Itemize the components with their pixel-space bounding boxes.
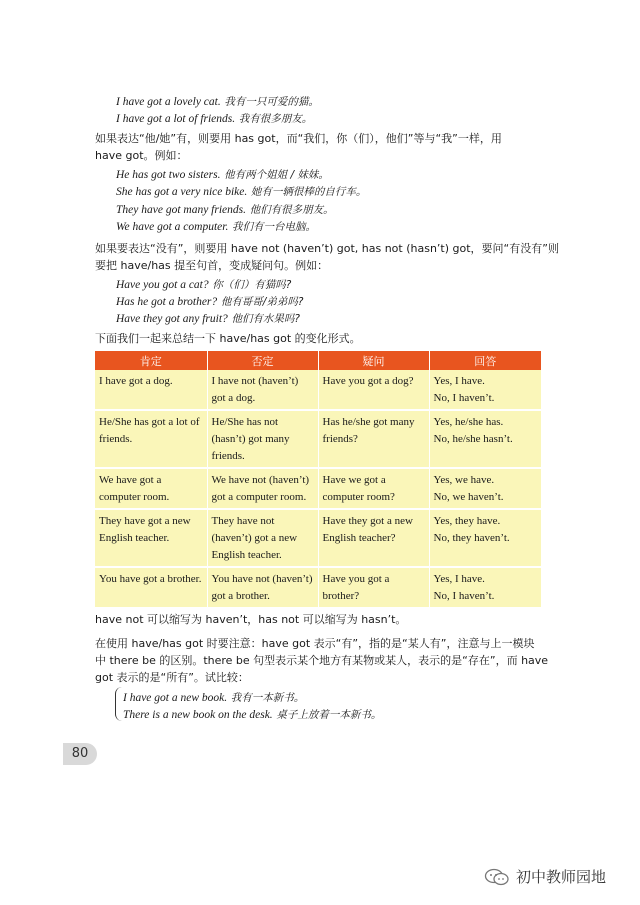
- example-2: I have got a lot of friends. 我有很多朋友。: [116, 113, 313, 125]
- watermark-text: 初中教师园地: [516, 868, 607, 886]
- cell-question: Has he/she got many friends?: [318, 410, 429, 468]
- cell-negative: We have not (haven’t) got a computer room.: [207, 468, 318, 509]
- cell-affirmative: You have got a brother.: [95, 567, 207, 608]
- example-1: I have got a lovely cat. 我有一只可爱的猫。: [116, 96, 319, 108]
- header-answer: 回答: [429, 351, 541, 370]
- paragraph-usage: 在使用 have/has got 时要注意：have got 表示“有”，指的是“某人有”，注意与上一模块: [95, 637, 535, 650]
- have-got-table: [95, 351, 541, 609]
- table-row: [95, 567, 541, 608]
- example-9: Have they got any fruit? 他们有水果吗?: [116, 313, 301, 325]
- cell-answer: Yes, they have. No, they haven’t.: [429, 509, 541, 567]
- paragraph-negative: 如果要表达“没有”，则要用 have not (haven’t) got, has not (hasn’t) got，要问“有没有”则: [95, 242, 559, 255]
- watermark: [484, 866, 606, 887]
- comparison-brace: [115, 687, 122, 721]
- table-row: [95, 410, 541, 468]
- paragraph-has-got-cont: have got。例如：: [95, 149, 188, 162]
- header-affirmative: 肯定: [95, 351, 207, 370]
- chat-bubbles-icon: [484, 868, 510, 886]
- table-header-row: [95, 351, 541, 370]
- cell-answer: Yes, I have. No, I haven’t.: [429, 370, 541, 410]
- cell-question: Have you got a brother?: [318, 567, 429, 608]
- cell-answer: Yes, he/she has. No, he/she hasn’t.: [429, 410, 541, 468]
- example-8: Has he got a brother? 他有哥哥/弟弟吗?: [116, 296, 304, 308]
- paragraph-has-got: 如果表达“他/她”有，则要用 has got，而“我们，你（们），他们”等与“我”一样，用: [95, 132, 502, 145]
- example-7: Have you got a cat? 你（们）有猫吗?: [116, 279, 292, 291]
- cell-affirmative: They have got a new English teacher.: [95, 509, 207, 567]
- table-row: [95, 509, 541, 567]
- paragraph-usage-end: got 表示的是“所有”。试比较：: [95, 671, 249, 684]
- table-row: [95, 468, 541, 509]
- cell-affirmative: We have got a computer room.: [95, 468, 207, 509]
- table-body: [95, 370, 541, 608]
- paragraph-usage-cont: 中 there be 的区别。there be 句型表示某个地方有某物或某人，表示的是“存在”，而 have: [95, 654, 549, 667]
- cell-question: Have they got a new English teacher?: [318, 509, 429, 567]
- cell-affirmative: He/She has got a lot of friends.: [95, 410, 207, 468]
- cell-question: Have we got a computer room?: [318, 468, 429, 509]
- cell-answer: Yes, I have. No, I haven’t.: [429, 567, 541, 608]
- cell-question: Have you got a dog?: [318, 370, 429, 410]
- example-3: He has got two sisters. 他有两个姐姐 / 妹妹。: [116, 169, 329, 181]
- example-5: They have got many friends. 他们有很多朋友。: [116, 204, 334, 216]
- cell-affirmative: I have got a dog.: [95, 370, 207, 410]
- page-number: 80: [63, 743, 97, 765]
- example-4: She has got a very nice bike. 她有一辆很棒的自行车。: [116, 186, 367, 198]
- contraction-note: have not 可以缩写为 haven’t，has not 可以缩写为 hasn’t。: [95, 613, 407, 626]
- cell-negative: You have not (haven’t) got a brother.: [207, 567, 318, 608]
- cell-negative: I have not (haven’t) got a dog.: [207, 370, 318, 410]
- paragraph-negative-cont: 要把 have/has 提至句首，变成疑问句。例如：: [95, 259, 329, 272]
- cell-negative: They have not (haven’t) got a new English teacher.: [207, 509, 318, 567]
- compare-1: I have got a new book. 我有一本新书。: [123, 692, 305, 704]
- header-question: 疑问: [318, 351, 429, 370]
- table-row: [95, 370, 541, 410]
- table-intro: 下面我们一起来总结一下 have/has got 的变化形式。: [95, 332, 361, 345]
- compare-2: There is a new book on the desk. 桌子上放着一本新书。: [123, 709, 382, 721]
- example-6: We have got a computer. 我们有一台电脑。: [116, 221, 316, 233]
- cell-negative: He/She has not (hasn’t) got many friends.: [207, 410, 318, 468]
- cell-answer: Yes, we have. No, we haven’t.: [429, 468, 541, 509]
- header-negative: 否定: [207, 351, 318, 370]
